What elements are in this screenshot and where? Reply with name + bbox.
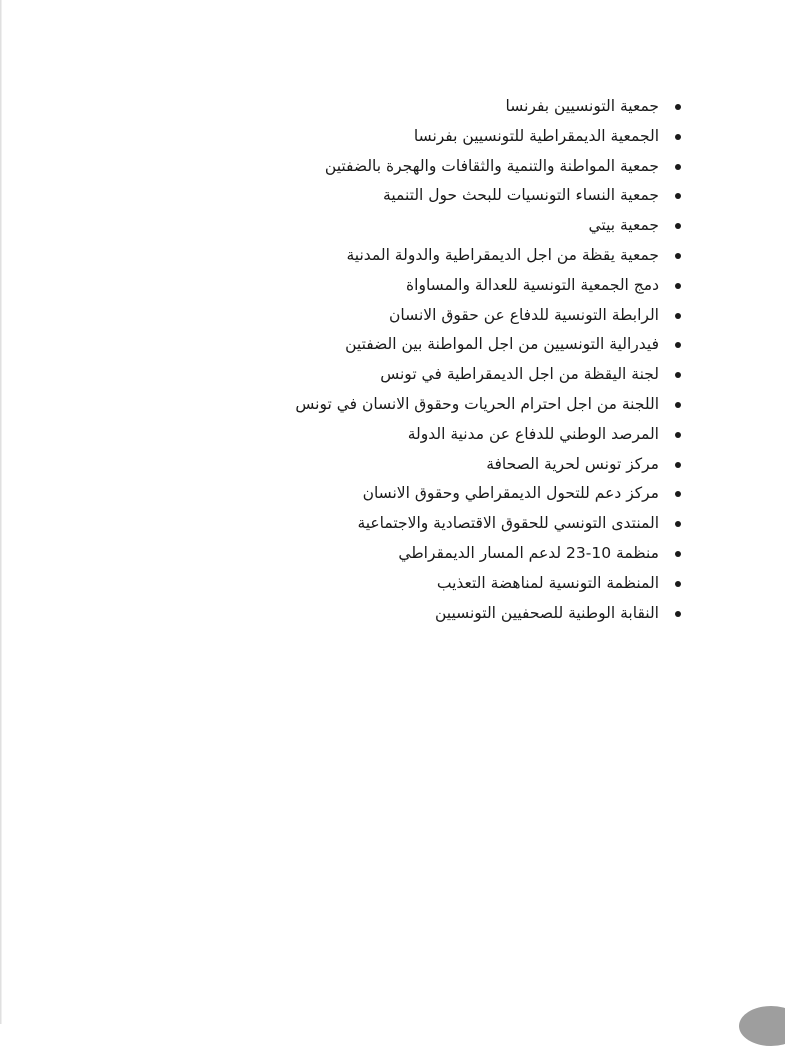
list-item [161,450,681,480]
list-item [161,420,681,450]
bullet-icon [675,491,681,497]
list-item-text: الرابطة التونسية للدفاع عن حقوق الانسان [389,305,659,324]
list-item-text: النقابة الوطنية للصحفيين التونسيين [434,603,659,622]
page-edge-shadow [0,0,2,1024]
list-item-text: المنتدى التونسي للحقوق الاقتصادية والاجتماعية [357,514,659,533]
bullet-icon [675,313,681,319]
bullet-icon [675,432,681,438]
bullet-icon [675,611,681,617]
list-item-text: لجنة اليقظة من اجل الديمقراطية في تونس [380,365,659,384]
list-item [161,599,681,629]
bullet-icon [675,372,681,378]
list-item [161,360,681,390]
list-item-text: جمعية يقظة من اجل الديمقراطية والدولة المدنية [346,245,659,264]
bullet-icon [675,551,681,557]
bullet-icon [675,581,681,587]
list-item [161,301,681,331]
list-item-text: دمج الجمعية التونسية للعدالة والمساواة [406,275,659,294]
bullet-icon [675,283,681,289]
list-item-text: الجمعية الديمقراطية للتونسيين بفرنسا [413,126,659,145]
list-item [161,330,681,360]
list-item [161,509,681,539]
list-item [161,241,681,271]
list-item [161,390,681,420]
bullet-icon [675,223,681,229]
organizations-list [161,92,681,628]
list-item-text: جمعية التونسيين بفرنسا [505,97,659,115]
list-item [161,271,681,301]
bullet-icon [675,193,681,199]
list-item [161,92,681,122]
bullet-icon [675,402,681,408]
list-item-text: منظمة 10-23 لدعم المسار الديمقراطي [398,543,659,562]
list-item-text: المرصد الوطني للدفاع عن مدنية الدولة [407,424,659,443]
bullet-icon [675,253,681,259]
list-item [161,211,681,241]
list-item [161,152,681,182]
list-item-text: جمعية النساء التونسيات للبحث حول التنمية [383,186,659,205]
list-item [161,539,681,569]
list-item-text: اللجنة من اجل احترام الحريات وحقوق الانسان في تونس [295,394,659,413]
list-item [161,181,681,211]
list-item-text: مركز دعم للتحول الديمقراطي وحقوق الانسان [362,484,659,503]
bullet-icon [675,462,681,468]
list-item-text: جمعية المواطنة والتنمية والثقافات والهجرة بالضفتين [324,156,659,175]
list-item-text: فيدرالية التونسيين من اجل المواطنة بين الضفتين [345,335,659,354]
list-item-text: المنظمة التونسية لمناهضة التعذيب [436,573,659,592]
bullet-icon [675,342,681,348]
bullet-icon [675,164,681,170]
corner-scroll-indicator [739,1006,785,1046]
bullet-icon [675,521,681,527]
bullet-icon [675,134,681,140]
list-item-text: جمعية بيتي [588,216,659,235]
list-item-text: مركز تونس لحرية الصحافة [486,454,659,473]
list-item [161,122,681,152]
list-item [161,569,681,599]
bullet-icon [675,104,681,110]
list-item [161,479,681,509]
